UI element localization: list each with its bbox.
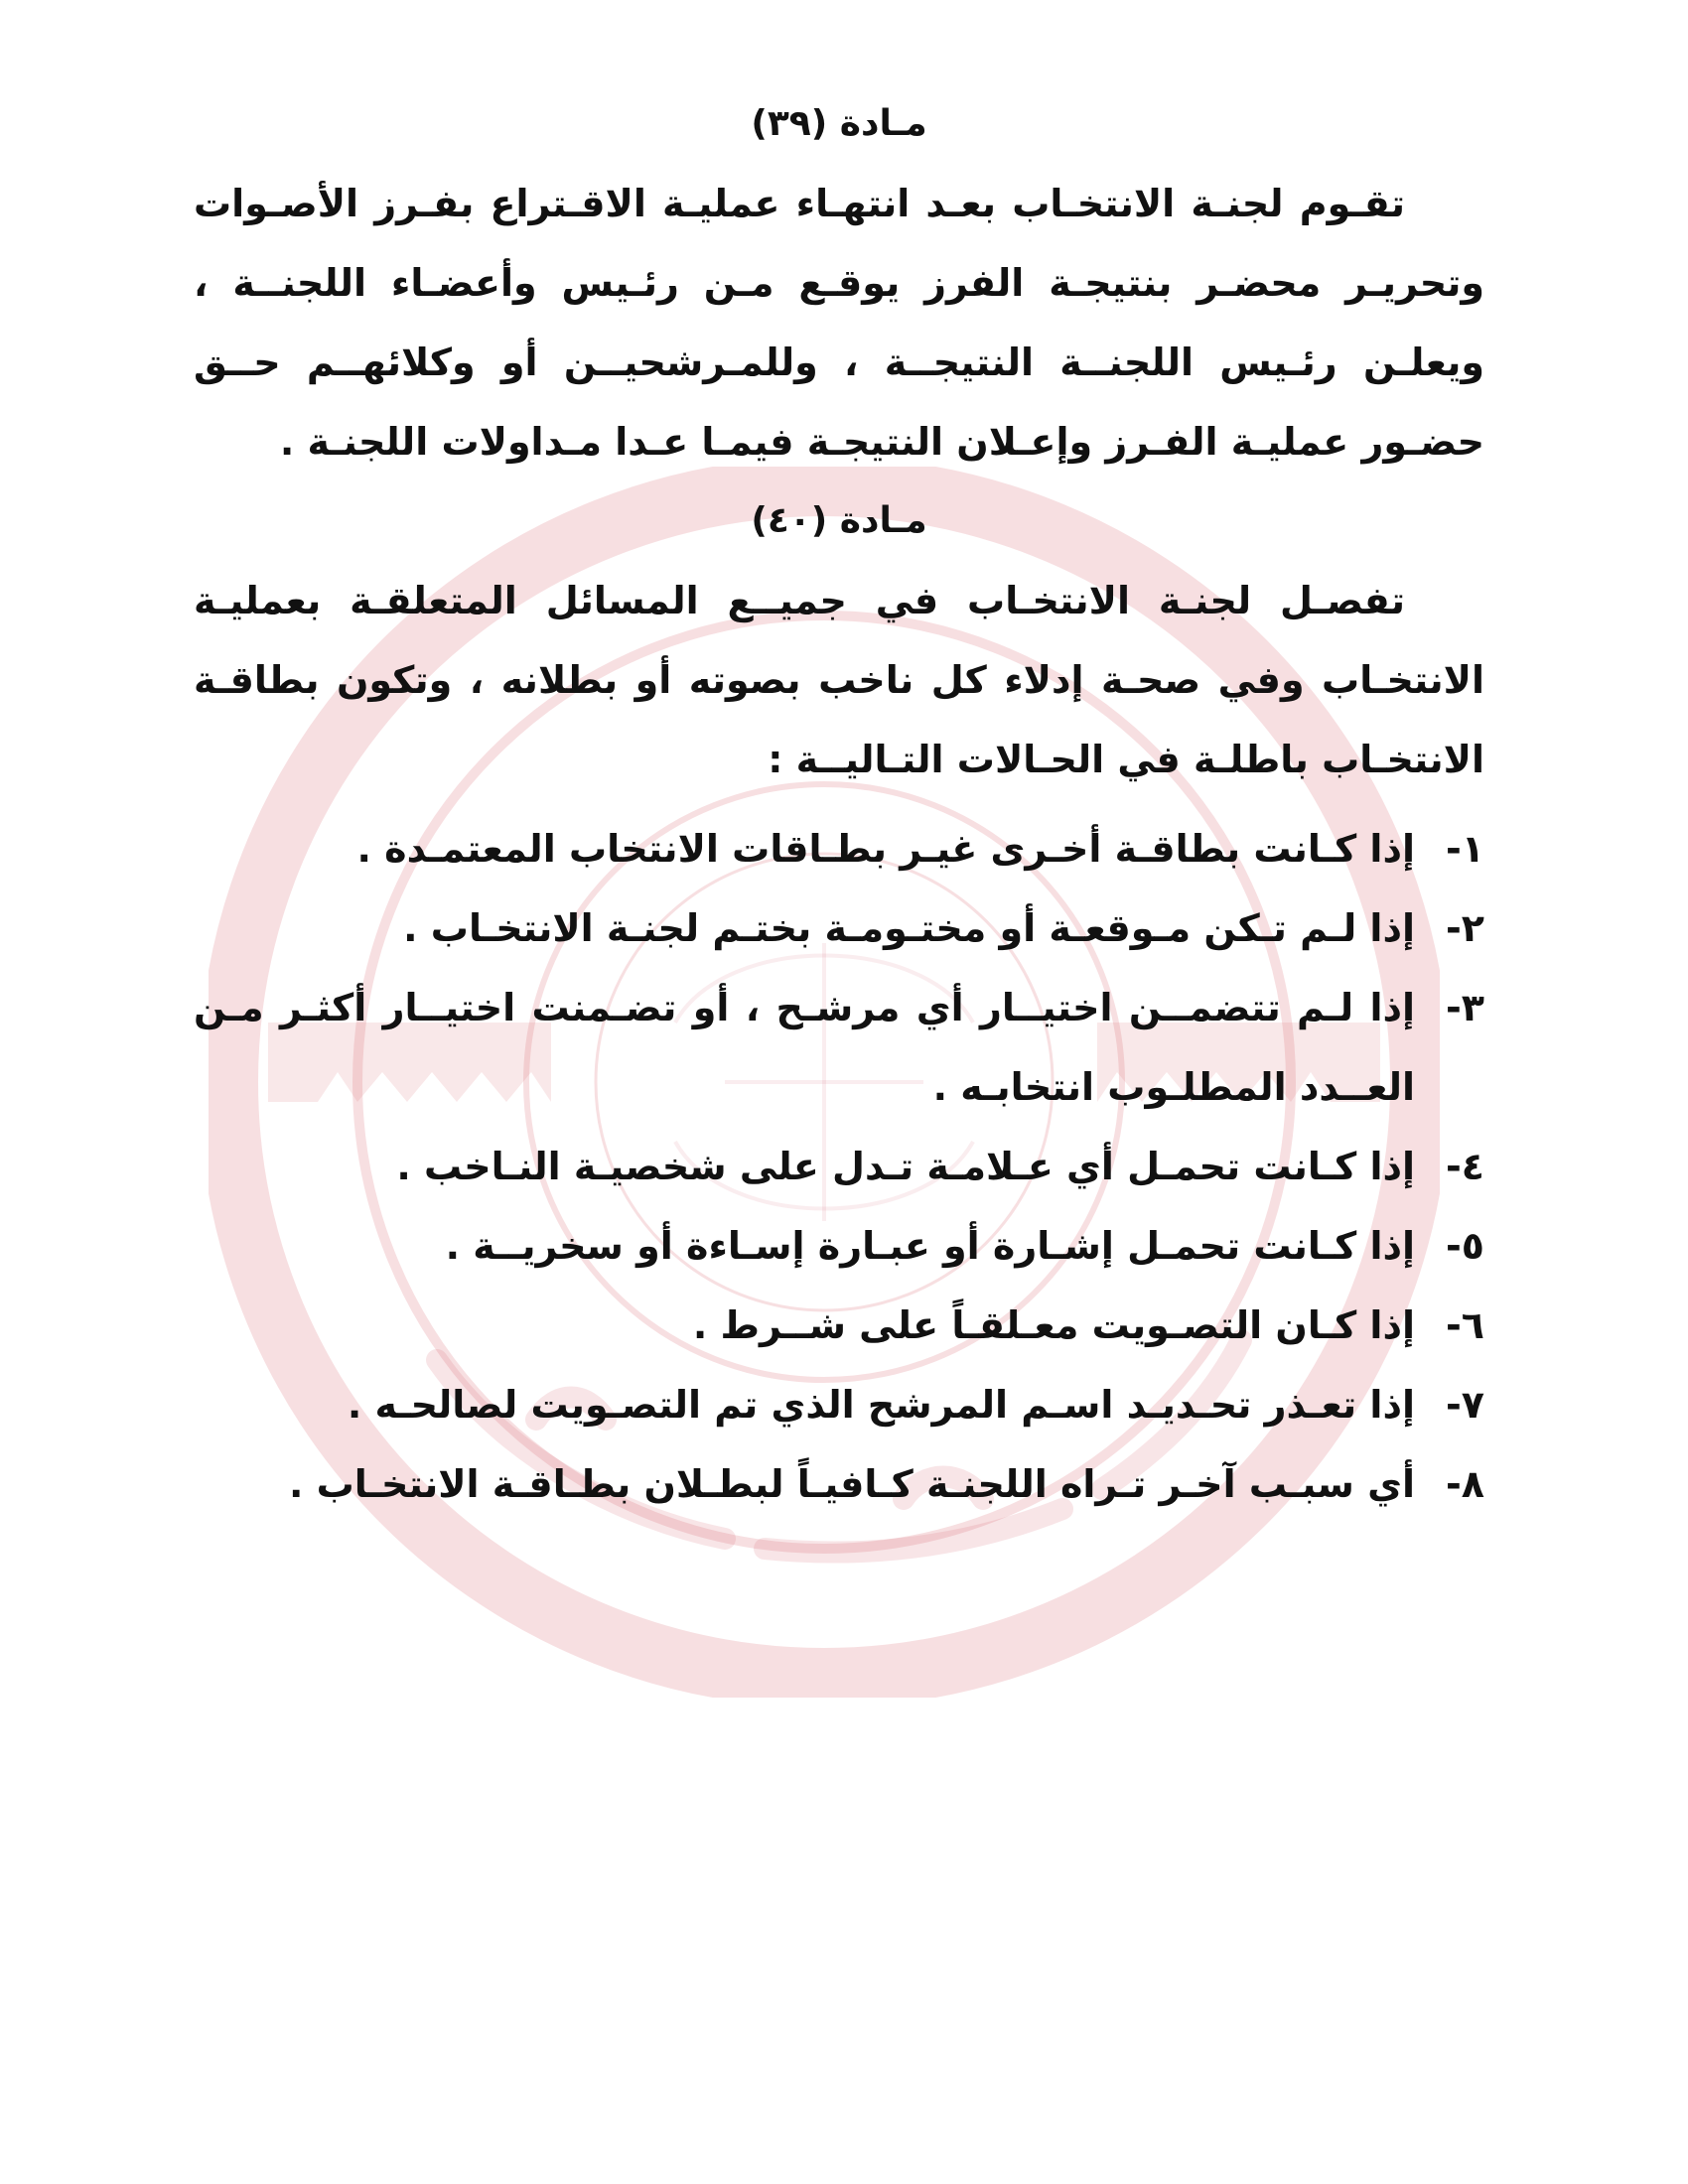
list-item-text: إذا كـانت تحمـل أي عـلامـة تـدل على شخصيـة النـاخب .	[396, 1145, 1415, 1188]
list-item-number: ٧-	[1446, 1383, 1484, 1427]
list-item-number: ٨-	[1446, 1462, 1484, 1506]
list-item	[194, 809, 1484, 888]
list-item-number: ٣-	[1446, 986, 1484, 1029]
list-item	[194, 1286, 1484, 1365]
list-item-text: أي سبـب آخـر تـراه اللجنـة كـافيـاً لبطـلان بطـاقـة الانتخـاب .	[288, 1462, 1415, 1506]
document-page	[194, 94, 1484, 1524]
list-item-text: إذا لـم تتضمــن اختيــار أي مرشـح ، أو تضـمنت اختيــار أكثـر مـن العــدد المطلـوب انتخابـه .	[194, 986, 1415, 1109]
list-item	[194, 1444, 1484, 1524]
list-item-number: ١-	[1446, 827, 1484, 871]
list-item-number: ٦-	[1446, 1303, 1484, 1347]
list-item	[194, 1365, 1484, 1444]
list-item-text: إذا لـم تـكن مـوقعـة أو مختـومـة بختـم لجنـة الانتخـاب .	[403, 906, 1415, 950]
article-39-title: مـادة (٣٩)	[751, 103, 927, 144]
list-item-text: إذا كـانت تحمـل إشـارة أو عبـارة إسـاءة أو سخريــة .	[445, 1224, 1415, 1268]
list-item-text: إذا كـانت بطاقـة أخـرى غيـر بطـاقات الانتخاب المعتمـدة .	[356, 827, 1415, 871]
list-item-text: إذا تعـذر تحـديـد اسـم المرشح الذي تم التصـويت لصالحـه .	[347, 1383, 1415, 1427]
list-item	[194, 1127, 1484, 1206]
list-item	[194, 1206, 1484, 1286]
invalid-ballot-cases-list	[194, 809, 1484, 1524]
list-item-number: ٥-	[1446, 1224, 1484, 1268]
article-40-title: مـادة (٤٠)	[751, 500, 927, 541]
article-40-body: تفصـل لجنـة الانتخـاب في جميــع المسائل المتعلقـة بعمليـة الانتخـاب وفي صحـة إدلاء كل ناخب بصوته أو بطلانه ، وتكون بطاقـة الانتخـاب باطلـة في الحـالات التـاليــة :	[194, 579, 1484, 781]
list-item-text: إذا كـان التصـويت معـلقـاً على شــرط .	[692, 1303, 1415, 1347]
list-item	[194, 888, 1484, 968]
article-39-body: تقـوم لجنـة الانتخـاب بعـد انتهـاء عمليـة الاقـتراع بفـرز الأصـوات وتحريـر محضـر بنتيجـة الفرز يوقـع مـن رئـيس وأعضـاء اللجنــة ، ويعلـن رئـيس اللجنــة النتيجــة ، وللمـرشحيــن أو وكلائهــم حــق حضـور عمليـة الفـرز وإعـلان النتيجـة فيمـا عـدا مـداولات اللجنـة .	[194, 182, 1484, 464]
list-item-number: ٤-	[1446, 1145, 1484, 1188]
list-item-number: ٢-	[1446, 906, 1484, 950]
list-item	[194, 968, 1484, 1127]
